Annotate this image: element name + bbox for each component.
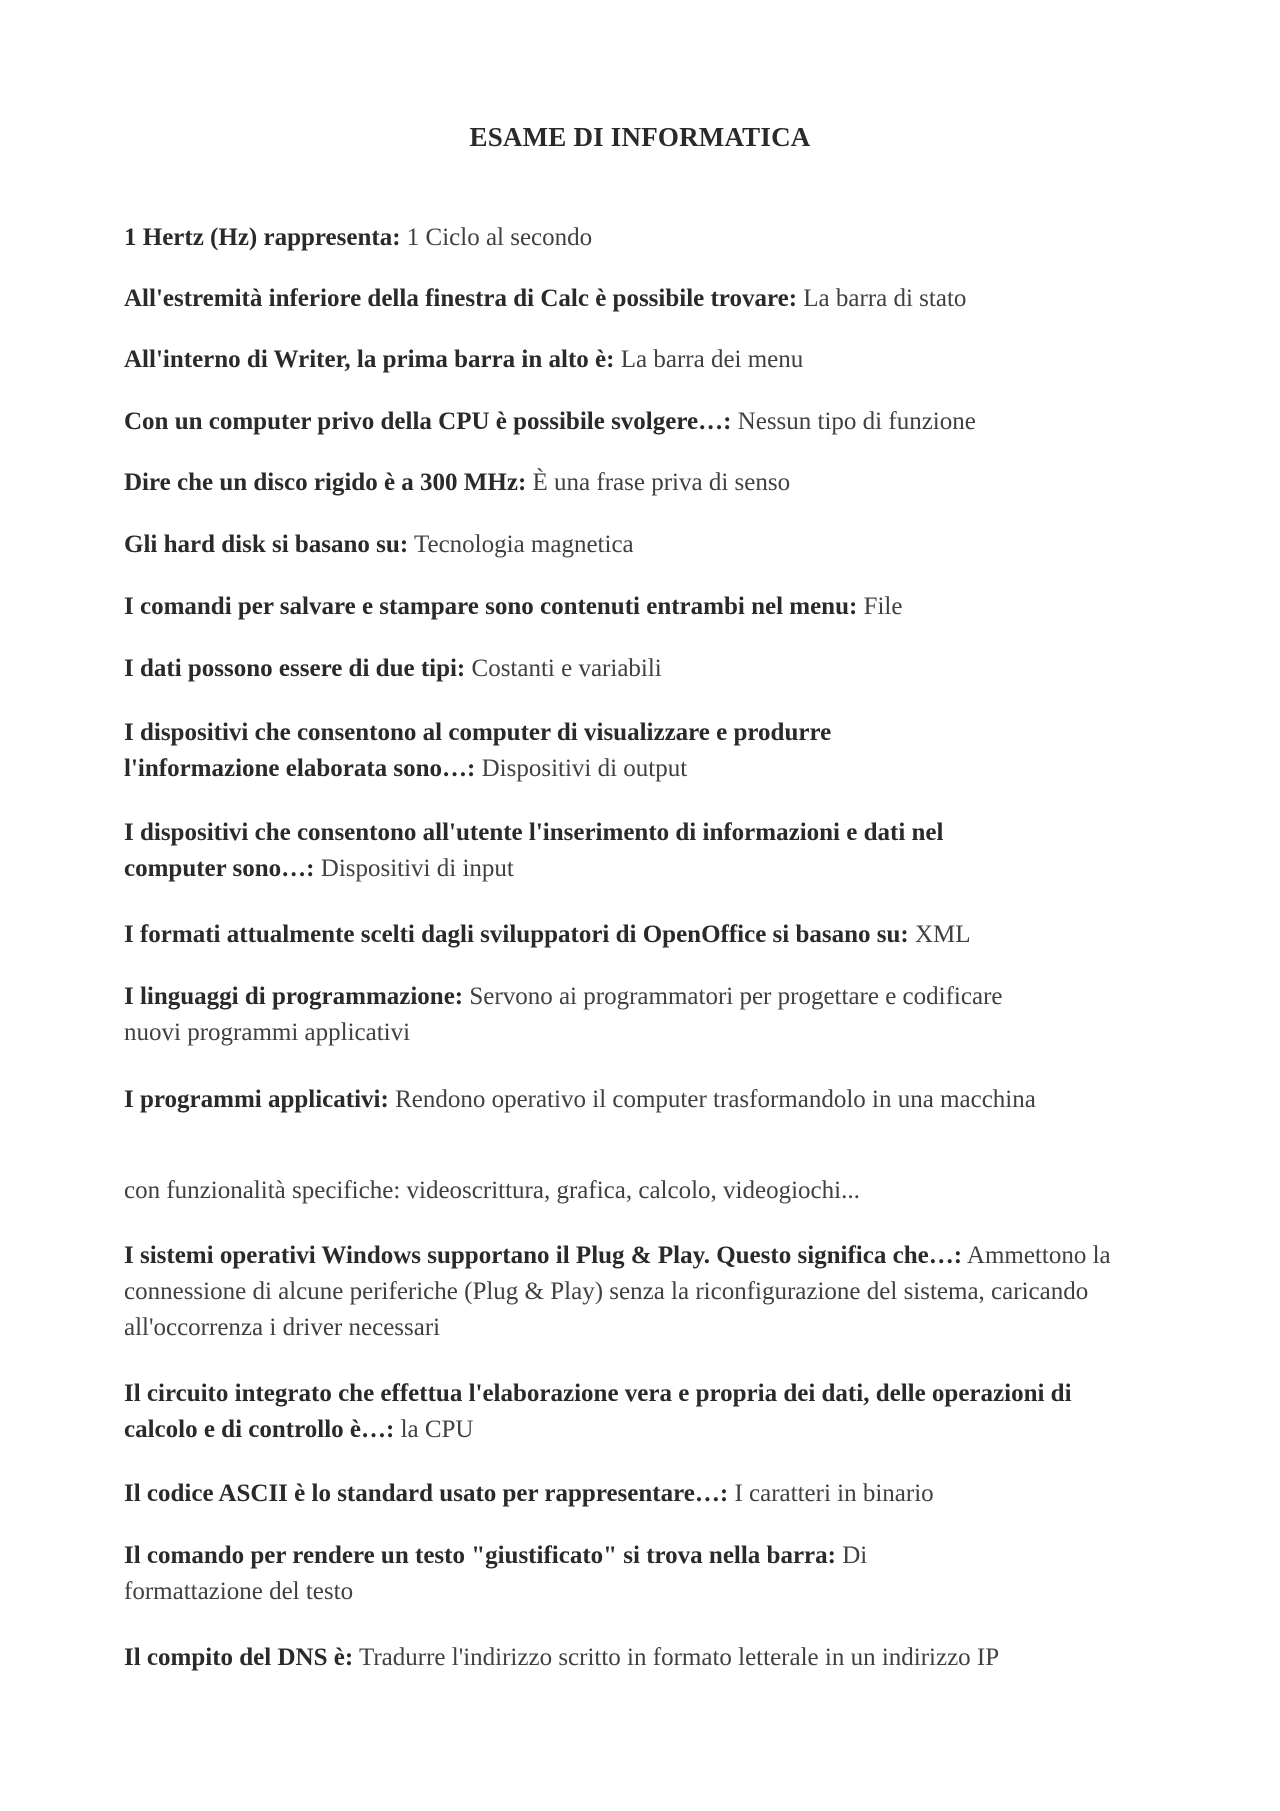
question-text: I programmi applicativi: bbox=[124, 1086, 389, 1113]
question-text: Il circuito integrato che effettua l'elaborazione vera e propria dei dati, delle operazioni di calcolo e di controllo è…: bbox=[124, 1380, 1072, 1443]
question-text: Dire che un disco rigido è a 300 MHz: bbox=[124, 469, 527, 496]
question-text: All'estremità inferiore della finestra di Calc è possibile trovare: bbox=[124, 285, 798, 312]
question-text: Gli hard disk si basano su: bbox=[124, 531, 409, 558]
answer-text: la CPU bbox=[394, 1416, 474, 1443]
qa-item bbox=[124, 281, 1134, 317]
question-text: I linguaggi di programmazione: bbox=[124, 983, 464, 1010]
question-text: I dispositivi che consentono all'utente l'inserimento di informazioni e dati nel computer sono…: bbox=[124, 819, 944, 882]
question-text: I comandi per salvare e stampare sono contenuti entrambi nel menu: bbox=[124, 593, 858, 620]
answer-text: con funzionalità specifiche: videoscrittura, grafica, calcolo, videogiochi... bbox=[124, 1177, 860, 1204]
qa-item bbox=[124, 1173, 1134, 1209]
qa-item bbox=[124, 404, 1134, 440]
qa-item bbox=[124, 342, 1134, 378]
qa-item bbox=[124, 1376, 1074, 1448]
qa-item bbox=[124, 465, 1134, 501]
answer-text: XML bbox=[908, 921, 971, 948]
answer-text: È una frase priva di senso bbox=[526, 469, 791, 496]
qa-item bbox=[124, 1238, 1144, 1346]
qa-item bbox=[124, 651, 1134, 687]
qa-item bbox=[124, 1476, 1134, 1512]
qa-item bbox=[124, 1640, 1184, 1676]
answer-text: Dispositivi di input bbox=[314, 855, 514, 882]
answer-text: Ammettono la connessione di alcune periferiche (Plug & Play) senza la riconfigurazione del sistema, caricando all'occorrenza i driver necessari bbox=[124, 1242, 1111, 1341]
answer-text: Tradurre l'indirizzo scritto in formato letterale in un indirizzo IP bbox=[353, 1644, 1000, 1671]
answer-text: Servono ai programmatori per progettare e codificare nuovi programmi applicativi bbox=[124, 983, 1003, 1046]
answer-text: Rendono operativo il computer trasformandolo in una macchina bbox=[388, 1086, 1036, 1113]
question-text: Il compito del DNS è: bbox=[124, 1644, 354, 1671]
answer-text: File bbox=[857, 593, 903, 620]
answer-text: Costanti e variabili bbox=[465, 655, 662, 682]
question-text: Il comando per rendere un testo "giustificato" si trova nella barra: bbox=[124, 1542, 836, 1569]
question-text: I dati possono essere di due tipi: bbox=[124, 655, 466, 682]
question-text: I dispositivi che consentono al computer di visualizzare e produrre l'informazione elaborata sono…: bbox=[124, 719, 832, 782]
qa-item bbox=[124, 220, 1134, 256]
answer-text: Nessun tipo di funzione bbox=[731, 408, 976, 435]
qa-item bbox=[124, 815, 1024, 887]
qa-item bbox=[124, 1082, 1054, 1118]
answer-text: La barra di stato bbox=[797, 285, 967, 312]
question-text: All'interno di Writer, la prima barra in alto è: bbox=[124, 346, 615, 373]
answer-text: Tecnologia magnetica bbox=[408, 531, 634, 558]
page-title: ESAME DI INFORMATICA bbox=[469, 122, 811, 152]
qa-item bbox=[124, 917, 1134, 953]
answer-text: Di formattazione del testo bbox=[124, 1542, 868, 1605]
answer-text: Dispositivi di output bbox=[475, 755, 688, 782]
question-text: 1 Hertz (Hz) rappresenta: bbox=[124, 224, 401, 251]
question-text: I sistemi operativi Windows supportano il Plug & Play. Questo significa che…: bbox=[124, 1242, 963, 1269]
answer-text: La barra dei menu bbox=[614, 346, 804, 373]
question-text: Con un computer privo della CPU è possibile svolgere…: bbox=[124, 408, 732, 435]
qa-item bbox=[124, 715, 954, 787]
qa-item bbox=[124, 979, 1004, 1051]
question-text: Il codice ASCII è lo standard usato per rappresentare…: bbox=[124, 1480, 729, 1507]
answer-text: I caratteri in binario bbox=[728, 1480, 934, 1507]
qa-item bbox=[124, 527, 1134, 563]
qa-item bbox=[124, 589, 1134, 625]
qa-item bbox=[124, 1538, 994, 1610]
answer-text: 1 Ciclo al secondo bbox=[400, 224, 593, 251]
question-text: I formati attualmente scelti dagli sviluppatori di OpenOffice si basano su: bbox=[124, 921, 909, 948]
